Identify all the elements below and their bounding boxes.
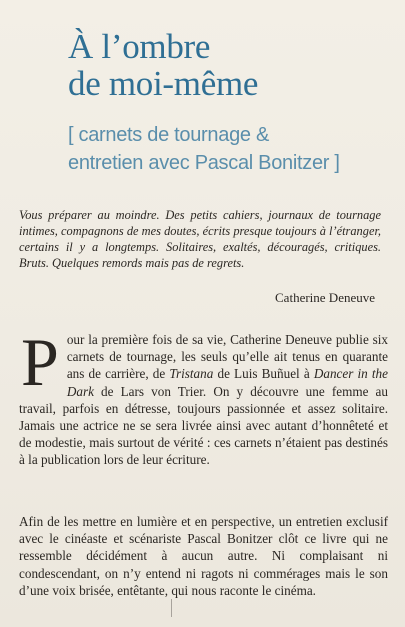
film-title-tristana: Tristana: [169, 366, 214, 382]
blurb-text-c: de Lars von Trier. On y découvre une femme au travail, parfois en détresse, toujours passionnée et assez solitaire. Jamais une actrice ne se sera livrée ainsi avec autant d’honnêteté et de modestie, mais surtout de vérité : ces carnets n’étaient pas destinés à la publication lors de leur écriture.: [19, 383, 388, 468]
blurb-paragraph-2: Afin de les mettre en lumière et en perspective, un entretien exclusif avec le cinéaste et scénariste Pascal Bonitzer clôt ce livre qui ne ressemble décidément à aucun autre. Ni complaisant ni condescendant, on n’y entend ni ragots ni commérages mais le son d’une voix brisée, entêtante, qui nous raconte le cinéma.: [19, 514, 388, 598]
epigraph-quote: Vous préparer au moindre. Des petits cahiers, journaux de tournage intimes, compagnons de mes doutes, écrits presque toujours à l’étranger, certains il y a longtemps. Solitaires, exaltés, découragés, critiques. Bruts. Quelques remords mais pas de regrets.: [19, 208, 381, 270]
film-title-dancer: Dancer in the Dark: [66, 366, 388, 399]
book-subtitle: [68, 121, 340, 177]
subtitle-line-1: [ carnets de tournage &: [68, 124, 270, 146]
book-title: [68, 28, 258, 102]
drop-cap: P: [21, 324, 59, 400]
quote-author: Catherine Deneuve: [275, 290, 375, 305]
paper-mark: [171, 599, 172, 617]
title-line-2: de moi-même: [68, 64, 259, 103]
blurb-text-a: our la première fois de sa vie, Catherine Deneuve publie six carnets de tournage, les seuls qu’elle ait tenus en quarante ans de carrière, de: [66, 332, 388, 382]
blurb-paragraph-1: [19, 324, 388, 469]
title-line-1: À l’ombre: [68, 27, 211, 66]
blurb-text-b: de Luis Buñuel à: [213, 366, 314, 382]
subtitle-line-2: entretien avec Pascal Bonitzer ]: [68, 152, 340, 174]
